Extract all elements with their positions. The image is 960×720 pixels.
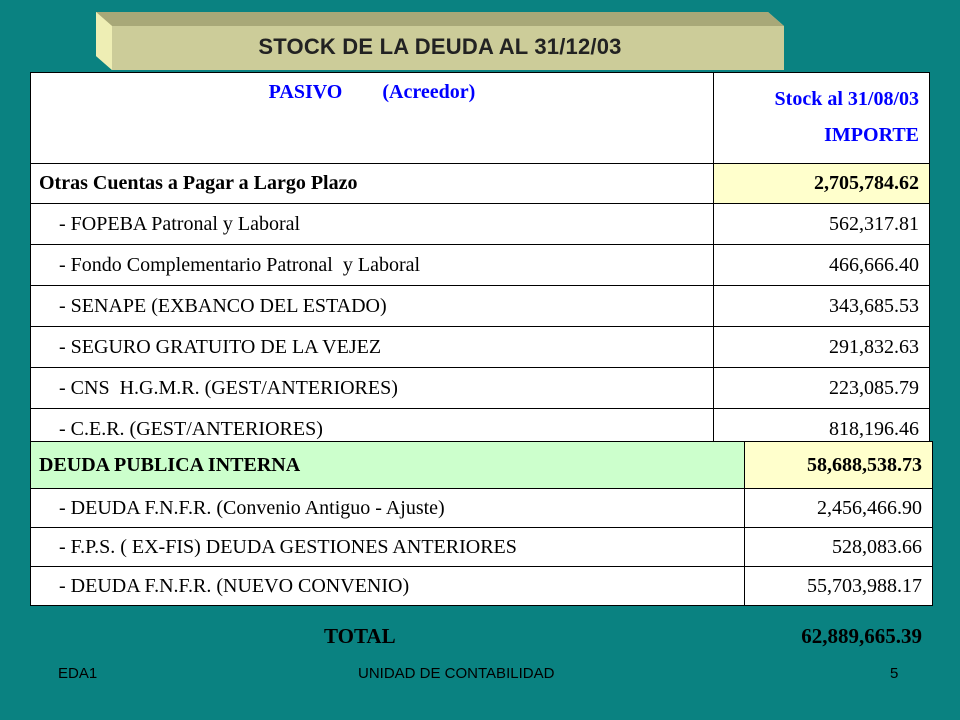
section-label: DEUDA PUBLICA INTERNA	[31, 442, 745, 489]
header-importe	[713, 73, 929, 164]
table-row	[31, 286, 930, 327]
row-label: - FOPEBA Patronal y Laboral	[31, 204, 714, 245]
section-label: Otras Cuentas a Pagar a Largo Plazo	[31, 164, 714, 204]
row-label: - DEUDA F.N.F.R. (Convenio Antiguo - Ajuste)	[31, 489, 745, 528]
row-value: 562,317.81	[713, 204, 929, 245]
section-row-public-debt	[31, 442, 933, 489]
total-value: 62,889,665.39	[801, 624, 922, 648]
row-label: - SENAPE (EXBANCO DEL ESTADO)	[31, 286, 714, 327]
debt-table-long-term	[30, 72, 930, 450]
title-banner	[96, 12, 784, 70]
banner-title: STOCK DE LA DEUDA AL 31/12/03	[258, 34, 622, 59]
row-value: 528,083.66	[745, 528, 933, 567]
debt-table-public-internal	[30, 441, 933, 606]
table-row	[31, 204, 930, 245]
header-importe-label: IMPORTE	[824, 124, 919, 146]
row-label: - SEGURO GRATUITO DE LA VEJEZ	[31, 327, 714, 368]
table-row	[31, 245, 930, 286]
table-row	[31, 528, 933, 567]
table-row	[31, 368, 930, 409]
row-value: 466,666.40	[713, 245, 929, 286]
header-pasivo: PASIVO (Acreedor)	[31, 73, 714, 164]
row-value: 2,456,466.90	[745, 489, 933, 528]
row-label: - CNS H.G.M.R. (GEST/ANTERIORES)	[31, 368, 714, 409]
row-value: 291,832.63	[713, 327, 929, 368]
footer-center: UNIDAD DE CONTABILIDAD	[358, 665, 555, 682]
section-row-long-term	[31, 164, 930, 204]
row-label: - C.E.R. (GEST/ANTERIORES)	[31, 409, 714, 450]
table-header-row	[31, 73, 930, 164]
row-label: - F.P.S. ( EX-FIS) DEUDA GESTIONES ANTERIORES	[31, 528, 745, 567]
row-value: 818,196.46	[713, 409, 929, 450]
table-row	[31, 567, 933, 606]
footer-left: EDA1	[58, 665, 98, 682]
section-value: 58,688,538.73	[745, 442, 933, 489]
row-value: 55,703,988.17	[745, 567, 933, 606]
section-value: 2,705,784.62	[713, 164, 929, 204]
table-row	[31, 327, 930, 368]
table-row	[31, 489, 933, 528]
row-value: 223,085.79	[713, 368, 929, 409]
row-label: - DEUDA F.N.F.R. (NUEVO CONVENIO)	[31, 567, 745, 606]
total-label: TOTAL	[324, 624, 396, 648]
header-stock-date: Stock al 31/08/03	[774, 88, 919, 110]
row-value: 343,685.53	[713, 286, 929, 327]
footer-page-number: 5	[890, 665, 899, 682]
row-label: - Fondo Complementario Patronal y Laboral	[31, 245, 714, 286]
